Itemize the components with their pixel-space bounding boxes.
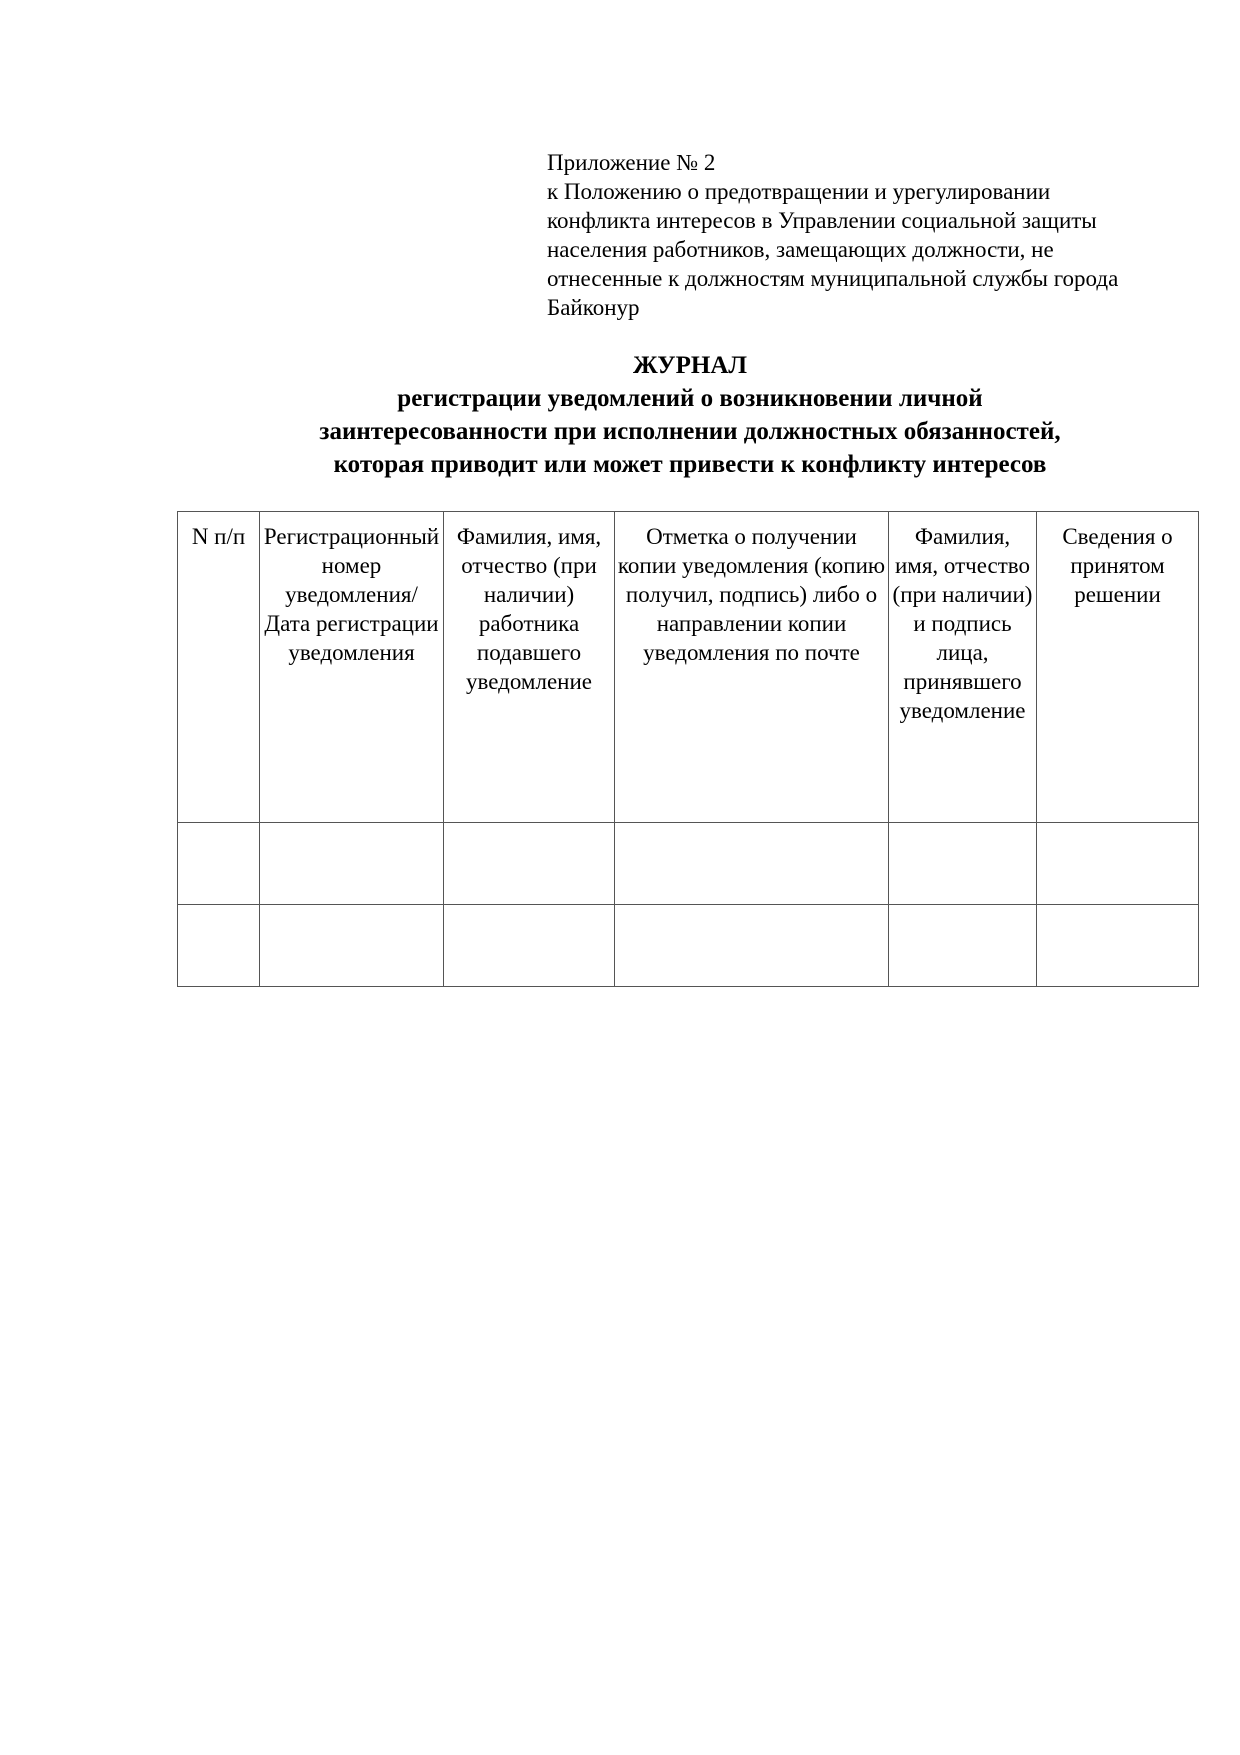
document-subtitle-line: заинтересованности при исполнении должностных обязанностей, — [319, 418, 1061, 445]
column-header-decision: Сведения о принятом решении — [1037, 512, 1199, 823]
annex-line: отнесенные к должностям муниципальной службы города — [547, 266, 1119, 291]
journal-table — [177, 511, 1199, 987]
annex-line: населения работников, замещающих должности, не — [547, 237, 1054, 262]
column-header-registration: Регистрационный номер уведомления/ Дата регистрации уведомления — [260, 512, 444, 823]
document-subtitle-line: регистрации уведомлений о возникновении личной — [397, 385, 983, 412]
column-header-copy-receipt: Отметка о получении копии уведомления (копию получил, подпись) либо о направлении копии уведомления по почте — [615, 512, 889, 823]
table-header-row — [178, 512, 1199, 823]
annex-line: Байконур — [547, 295, 640, 320]
table-cell — [444, 905, 615, 987]
table-row — [178, 823, 1199, 905]
table-cell — [260, 905, 444, 987]
table-cell — [889, 823, 1037, 905]
table-cell — [178, 823, 260, 905]
column-header-number: N п/п — [178, 512, 260, 823]
annex-line: конфликта интересов в Управлении социальной защиты — [547, 208, 1097, 233]
document-subtitle-line: которая приводит или может привести к конфликту интересов — [333, 451, 1047, 478]
column-header-employee-name: Фамилия, имя, отчество (при наличии) работника подавшего уведомление — [444, 512, 615, 823]
table-cell — [178, 905, 260, 987]
document-title: ЖУРНАЛ — [632, 352, 748, 379]
annex-reference — [547, 148, 1187, 322]
table-cell — [889, 905, 1037, 987]
table-cell — [1037, 905, 1199, 987]
annex-line: к Положению о предотвращении и урегулировании — [547, 179, 1051, 204]
table-cell — [615, 823, 889, 905]
table-cell — [1037, 823, 1199, 905]
document-heading — [160, 349, 1220, 481]
table-cell — [615, 905, 889, 987]
table-row — [178, 905, 1199, 987]
table-cell — [444, 823, 615, 905]
column-header-receiver-name: Фамилия, имя, отчество (при наличии) и подпись лица, принявшего уведомление — [889, 512, 1037, 823]
annex-number: Приложение № 2 — [547, 150, 716, 175]
table-cell — [260, 823, 444, 905]
